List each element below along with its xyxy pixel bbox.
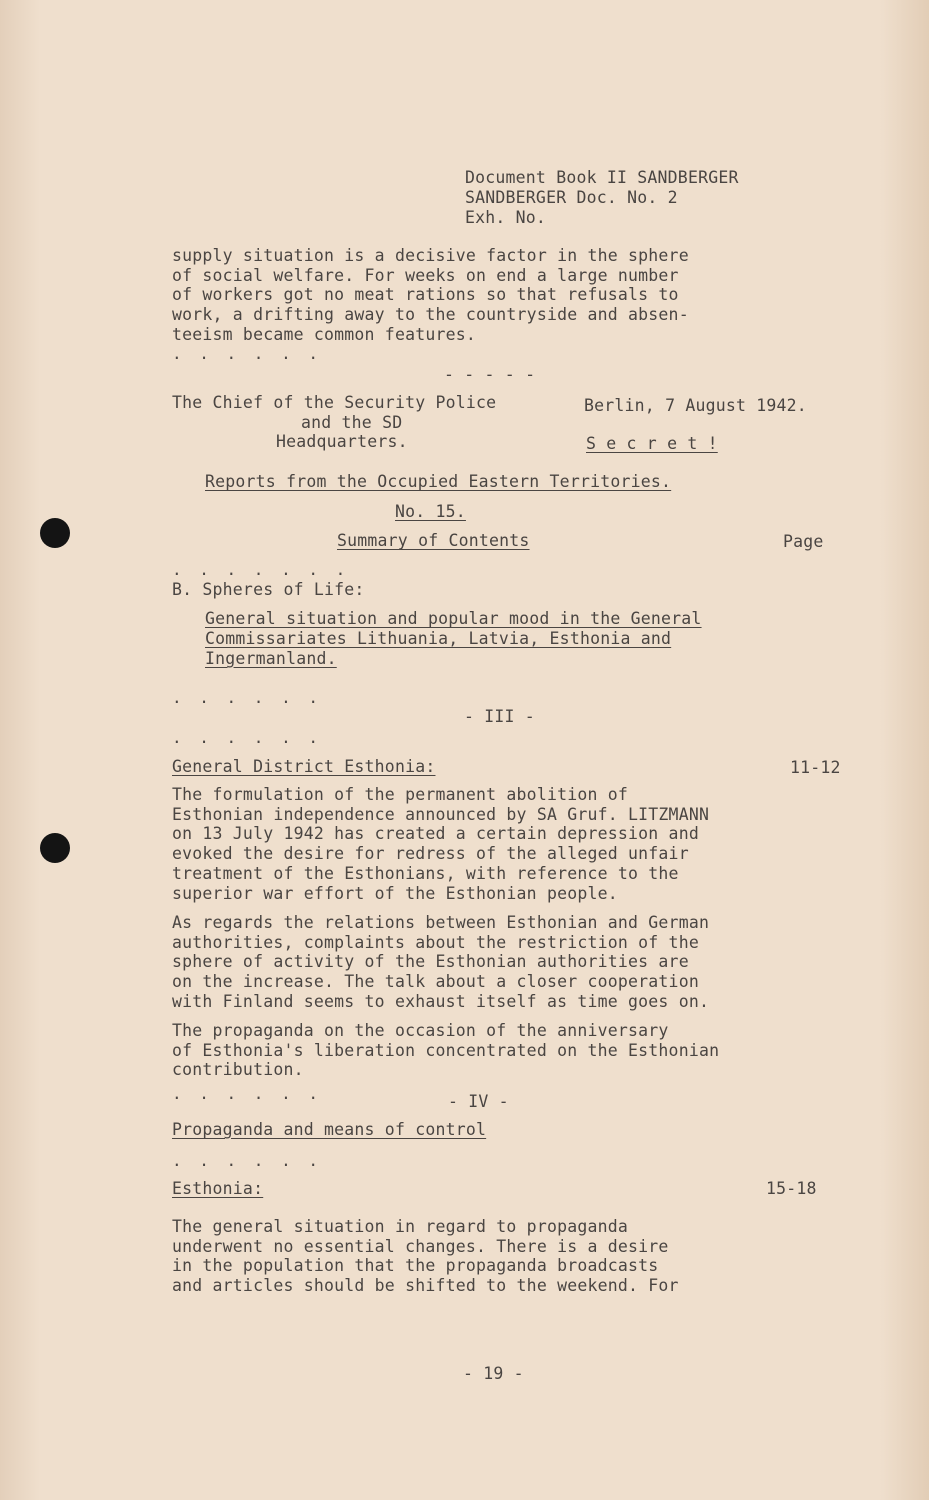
section-iii-roman: - III - [464, 707, 535, 726]
header-exhibit-number: Exh. No. [465, 208, 547, 227]
report-number: No. 15. [395, 502, 466, 521]
section-b-heading: B. Spheres of Life: [172, 580, 365, 599]
place-date: Berlin, 7 August 1942. [584, 396, 807, 415]
binder-hole [40, 833, 70, 863]
section-iv-paragraph-1: The general situation in regard to propaganda underwent no essential changes. There is a desire in the population that the propaganda broadcasts and articles should be shifted to the weekend. For [172, 1217, 679, 1296]
ellipsis: . . . . . . [172, 344, 322, 363]
ellipsis: . . . . . . [172, 688, 322, 707]
secret-stamp: S e c r e t ! [586, 434, 718, 453]
page-column-label: Page [783, 532, 824, 551]
header-doc-book: Document Book II SANDBERGER [465, 168, 739, 187]
sender-line-2: and the SD [301, 413, 403, 432]
ellipsis: . . . . . . . [172, 560, 350, 579]
header-doc-number: SANDBERGER Doc. No. 2 [465, 188, 678, 207]
section-iv-heading: Propaganda and means of control [172, 1120, 487, 1139]
section-b-text: General situation and popular mood in the General Commissariates Lithuania, Latvia, Esthonia and Ingermanland. [205, 609, 702, 668]
ellipsis: . . . . . . [172, 1151, 322, 1170]
binder-hole [40, 518, 70, 548]
section-iii-pages: 11-12 [790, 758, 841, 777]
sender-line-1: The Chief of the Security Police [172, 393, 497, 412]
sender-line-3: Headquarters. [276, 432, 408, 451]
section-iv-subheading: Esthonia: [172, 1179, 264, 1198]
separator: - - - - - [444, 365, 536, 384]
summary-heading: Summary of Contents [337, 531, 530, 550]
intro-paragraph: supply situation is a decisive factor in the sphere of social welfare. For weeks on end a large number of workers got no meat rations so that refusals to work, a drifting away to the countryside and absen- teeism became common features. [172, 246, 689, 344]
ellipsis: . . . . . . [172, 1084, 322, 1103]
ellipsis: . . . . . . [172, 728, 322, 747]
page-number: - 19 - [463, 1364, 524, 1383]
section-iii-heading: General District Esthonia: [172, 757, 436, 776]
section-iii-paragraph-2: As regards the relations between Esthonian and German authorities, complaints about the restriction of the sphere of activity of the Esthonian authorities are on the increase. The talk about a closer cooperation with Finland seems to exhaust itself as time goes on. [172, 913, 710, 1011]
section-iii-paragraph-3: The propaganda on the occasion of the anniversary of Esthonia's liberation concentrated on the Esthonian contribution. [172, 1021, 720, 1080]
report-title: Reports from the Occupied Eastern Territories. [205, 472, 672, 491]
section-iv-pages: 15-18 [766, 1179, 817, 1198]
section-iii-paragraph-1: The formulation of the permanent abolition of Esthonian independence announced by SA Gruf. LITZMANN on 13 July 1942 has created a certain depression and evoked the desire for redress of the alleged unfair treatment of the Esthonians, with reference to the superior war effort of the Esthonian people. [172, 785, 710, 903]
section-iv-roman: - IV - [448, 1092, 509, 1111]
